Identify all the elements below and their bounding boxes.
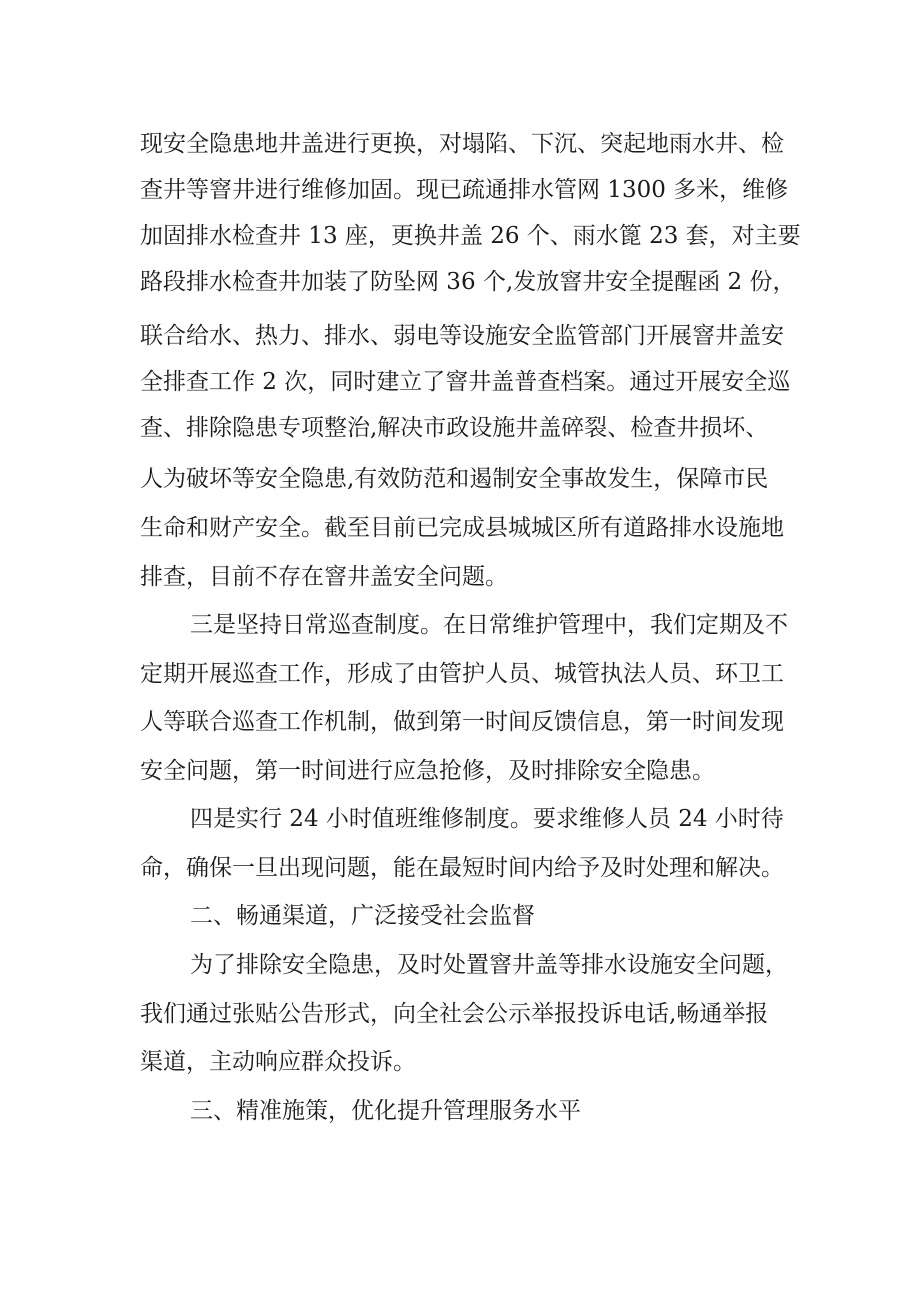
- text-line: 定期开展巡查工作，形成了由管护人员、城管执法人员、环卫工: [140, 661, 784, 687]
- section-heading: 二、畅通渠道，广泛接受社会监督: [190, 903, 535, 929]
- text-line: 生命和财产安全。截至目前已完成县城城区所有道路排水设施地: [140, 515, 784, 541]
- text-line: 全排查工作 2 次，同时建立了窨井盖普查档案。通过开展安全巡: [140, 369, 791, 395]
- text-line: 现安全隐患地井盖进行更换，对塌陷、下沉、突起地雨水井、检: [140, 131, 784, 157]
- text-line: 路段排水检查井加装了防坠网 36 个,发放窨井安全提醒函 2 份，: [140, 269, 796, 295]
- text-line: 三是坚持日常巡查制度。在日常维护管理中，我们定期及不: [190, 612, 788, 638]
- text-line: 命，确保一旦出现问题，能在最短时间内给予及时处理和解决。: [140, 855, 784, 881]
- text-line: 查、排除隐患专项整治,解决市政设施井盖碎裂、检查井损坏、: [140, 415, 769, 441]
- text-line: 人等联合巡查工作机制，做到第一时间反馈信息，第一时间发现: [140, 709, 784, 735]
- text-line: 渠道，主动响应群众投诉。: [140, 1049, 416, 1075]
- text-line: 查井等窨井进行维修加固。现已疏通排水管网 1300 多米，维修: [140, 177, 789, 203]
- section-heading: 三、精准施策，优化提升管理服务水平: [190, 1098, 581, 1124]
- text-line: 我们通过张贴公告形式，向全社会公示举报投诉电话,畅通举报: [140, 1001, 769, 1027]
- text-line: 为了排除安全隐患，及时处置窨井盖等排水设施安全问题，: [190, 952, 788, 978]
- text-line: 排查，目前不存在窨井盖安全问题。: [140, 564, 508, 590]
- text-line: 加固排水检查井 13 座，更换井盖 26 个、雨水篦 23 套，对主要: [140, 223, 801, 249]
- text-line: 联合给水、热力、排水、弱电等设施安全监管部门开展窨井盖安: [140, 323, 784, 349]
- text-line: 人为破坏等安全隐患,有效防范和遏制安全事故发生，保障市民: [140, 466, 769, 492]
- text-line: 安全问题，第一时间进行应急抢修，及时排除安全隐患。: [140, 758, 715, 784]
- text-line: 四是实行 24 小时值班维修制度。要求维修人员 24 小时待: [190, 806, 784, 832]
